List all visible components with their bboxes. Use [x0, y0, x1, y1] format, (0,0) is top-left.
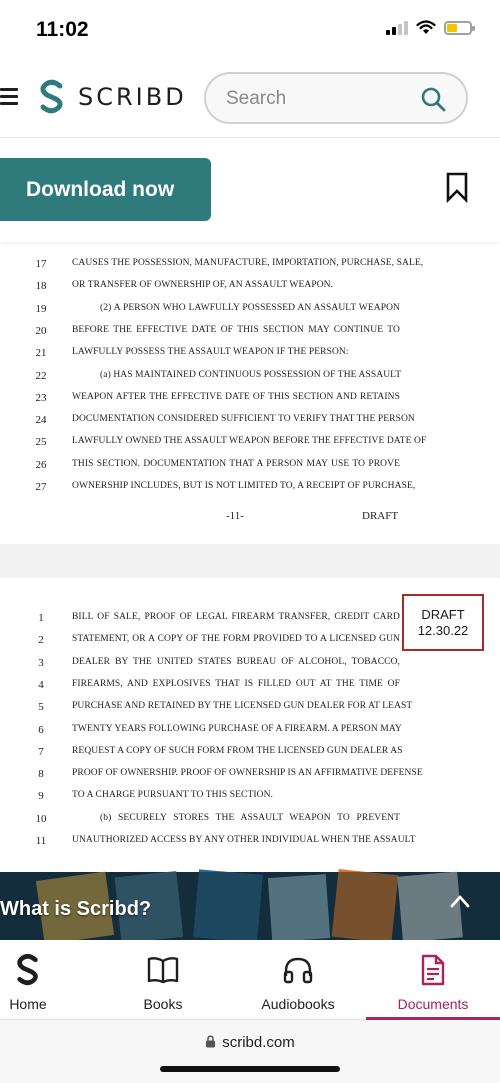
- nav-label-books: Books: [143, 996, 183, 1012]
- search-input[interactable]: [204, 72, 468, 124]
- document-line: [0, 813, 500, 835]
- document-line: [0, 657, 500, 679]
- document-viewer[interactable]: [0, 242, 500, 872]
- document-line: [0, 481, 500, 503]
- what-is-scribd-banner[interactable]: [0, 872, 500, 940]
- line-number: 1: [38, 612, 44, 624]
- line-number: 19: [35, 302, 47, 315]
- home-indicator: [160, 1066, 340, 1072]
- nav-item-audiobooks[interactable]: [250, 940, 346, 1020]
- status-bar: [0, 0, 500, 60]
- book-icon: [147, 956, 179, 984]
- line-text: PURCHASE AND RETAINED BY THE LICENSED GUN DEALER FOR AT LEAST: [72, 701, 413, 712]
- battery-icon: [444, 21, 472, 35]
- line-number: 8: [38, 768, 44, 781]
- document-line: [0, 436, 500, 458]
- nav-label-documents: Documents: [397, 996, 469, 1012]
- status-time: 11:02: [36, 18, 89, 41]
- lock-icon: [205, 1035, 216, 1048]
- document-line: [0, 370, 500, 392]
- line-number: 22: [35, 369, 47, 382]
- wifi-icon: [416, 20, 436, 35]
- line-number: 18: [35, 280, 47, 293]
- line-text: (2) A PERSON WHO LAWFULLY POSSESSED AN ASSAULT WEAPON: [100, 302, 400, 313]
- line-text: LAWFULLY OWNED THE ASSAULT WEAPON BEFORE THE EFFECTIVE DATE OF: [72, 436, 427, 447]
- line-number: 20: [35, 324, 47, 337]
- document-line: [0, 414, 500, 436]
- headphones-icon: [283, 956, 313, 984]
- logo-text: SCRIBD: [78, 83, 187, 111]
- stamp-line-2: 12.30.22: [417, 622, 469, 638]
- line-text: THIS SECTION. DOCUMENTATION THAT A PERSON MAY USE TO PROVE: [72, 458, 400, 469]
- document-page: [0, 232, 500, 544]
- document-line: [0, 303, 500, 325]
- line-number: 17: [35, 258, 47, 270]
- document-line: [0, 724, 500, 746]
- document-line: [0, 612, 500, 634]
- site-header: [0, 60, 500, 138]
- nav-label-home: Home: [9, 996, 47, 1012]
- line-text: TWENTY YEARS FOLLOWING PURCHASE OF A FIREARM. A PERSON MAY: [72, 723, 402, 734]
- document-line: [0, 392, 500, 414]
- document-line: [0, 679, 500, 701]
- document-line: [0, 701, 500, 723]
- document-line: [0, 459, 500, 481]
- document-icon: [420, 954, 446, 986]
- document-page: [0, 578, 500, 888]
- line-text: OR TRANSFER OF OWNERSHIP OF, AN ASSAULT WEAPON.: [72, 280, 334, 291]
- draft-label: DRAFT: [362, 510, 399, 522]
- line-text: (a) HAS MAINTAINED CONTINUOUS POSSESSION OF THE ASSAULT: [100, 369, 402, 380]
- download-bar: [0, 138, 500, 242]
- line-text: FIREARMS, AND EXPLOSIVES THAT IS FILLED OUT AT THE TIME OF: [72, 678, 400, 689]
- line-number: 27: [35, 481, 47, 493]
- line-text: (b) SECURELY STORES THE ASSAULT WEAPON TO PREVENT: [100, 812, 400, 823]
- bookmark-icon[interactable]: [446, 172, 468, 202]
- status-icons: [386, 20, 472, 35]
- document-line: [0, 746, 500, 768]
- url-display[interactable]: [0, 1034, 500, 1051]
- line-text: STATEMENT, OR A COPY OF THE FORM PROVIDED TO A LICENSED GUN: [72, 634, 400, 645]
- line-number: 4: [38, 678, 44, 691]
- line-number: 5: [38, 701, 44, 714]
- bottom-navigation: [0, 940, 500, 1020]
- line-number: 24: [35, 414, 47, 427]
- nav-item-documents[interactable]: [388, 940, 478, 1020]
- chevron-up-icon[interactable]: [450, 894, 470, 908]
- line-text: DOCUMENTATION CONSIDERED SUFFICIENT TO VERIFY THAT THE PERSON: [72, 414, 415, 425]
- line-text: LAWFULLY POSSESS THE ASSAULT WEAPON IF THE PERSON:: [72, 347, 349, 358]
- line-number: 10: [35, 812, 47, 825]
- document-line: [0, 768, 500, 790]
- line-text: PROOF OF OWNERSHIP. PROOF OF OWNERSHIP IS AN AFFIRMATIVE DEFENSE: [72, 768, 423, 779]
- document-line: [0, 280, 500, 302]
- download-now-button[interactable]: Download now: [0, 158, 211, 221]
- line-number: 26: [35, 458, 47, 471]
- document-line: [0, 325, 500, 347]
- search-icon[interactable]: [420, 86, 446, 112]
- nav-item-home[interactable]: [0, 940, 56, 1020]
- scribd-logo[interactable]: [38, 80, 187, 114]
- scribd-logo-icon: [15, 954, 41, 986]
- line-number: 23: [35, 391, 47, 404]
- line-number: 9: [38, 790, 44, 803]
- document-line: [0, 347, 500, 369]
- document-line: [0, 790, 500, 812]
- document-line: [0, 258, 500, 280]
- document-line: [0, 835, 500, 857]
- document-line: [0, 634, 500, 656]
- line-number: 25: [35, 436, 47, 449]
- browser-url-bar[interactable]: [0, 1020, 500, 1083]
- stamp-line-1: DRAFT: [421, 606, 465, 622]
- scribd-logo-icon: [38, 80, 66, 114]
- page-number: -11-: [226, 510, 244, 522]
- line-text: REQUEST A COPY OF SUCH FORM FROM THE LICENSED GUN DEALER AS: [72, 745, 403, 756]
- promo-title: What is Scribd?: [0, 898, 152, 920]
- line-number: 7: [38, 745, 44, 758]
- line-text: CAUSES THE POSSESSION, MANUFACTURE, IMPORTATION, PURCHASE, SALE,: [72, 258, 424, 268]
- line-number: 21: [35, 347, 47, 360]
- cellular-signal-icon: [386, 21, 408, 35]
- nav-item-books[interactable]: [120, 940, 206, 1020]
- line-text: BILL OF SALE, PROOF OF LEGAL FIREARM TRANSFER, CREDIT CARD: [72, 612, 400, 622]
- line-text: BEFORE THE EFFECTIVE DATE OF THIS SECTION MAY CONTINUE TO: [72, 324, 400, 335]
- nav-label-audiobooks: Audiobooks: [261, 996, 335, 1012]
- hamburger-menu-icon[interactable]: [0, 88, 18, 106]
- line-text: WEAPON AFTER THE EFFECTIVE DATE OF THIS SECTION AND RETAINS: [72, 391, 400, 402]
- line-text: DEALER BY THE UNITED STATES BUREAU OF ALCOHOL, TOBACCO,: [72, 656, 400, 667]
- line-text: OWNERSHIP INCLUDES, BUT IS NOT LIMITED TO, A RECEIPT OF PURCHASE,: [72, 481, 416, 491]
- line-number: 6: [38, 723, 44, 736]
- line-number: 11: [35, 835, 47, 847]
- line-number: 2: [38, 634, 44, 647]
- url-text: scribd.com: [222, 1034, 295, 1051]
- search-placeholder: Search: [226, 88, 287, 109]
- line-number: 3: [38, 656, 44, 669]
- line-text: TO A CHARGE PURSUANT TO THIS SECTION.: [72, 790, 274, 801]
- line-text: UNAUTHORIZED ACCESS BY ANY OTHER INDIVIDUAL WHEN THE ASSAULT: [72, 835, 416, 845]
